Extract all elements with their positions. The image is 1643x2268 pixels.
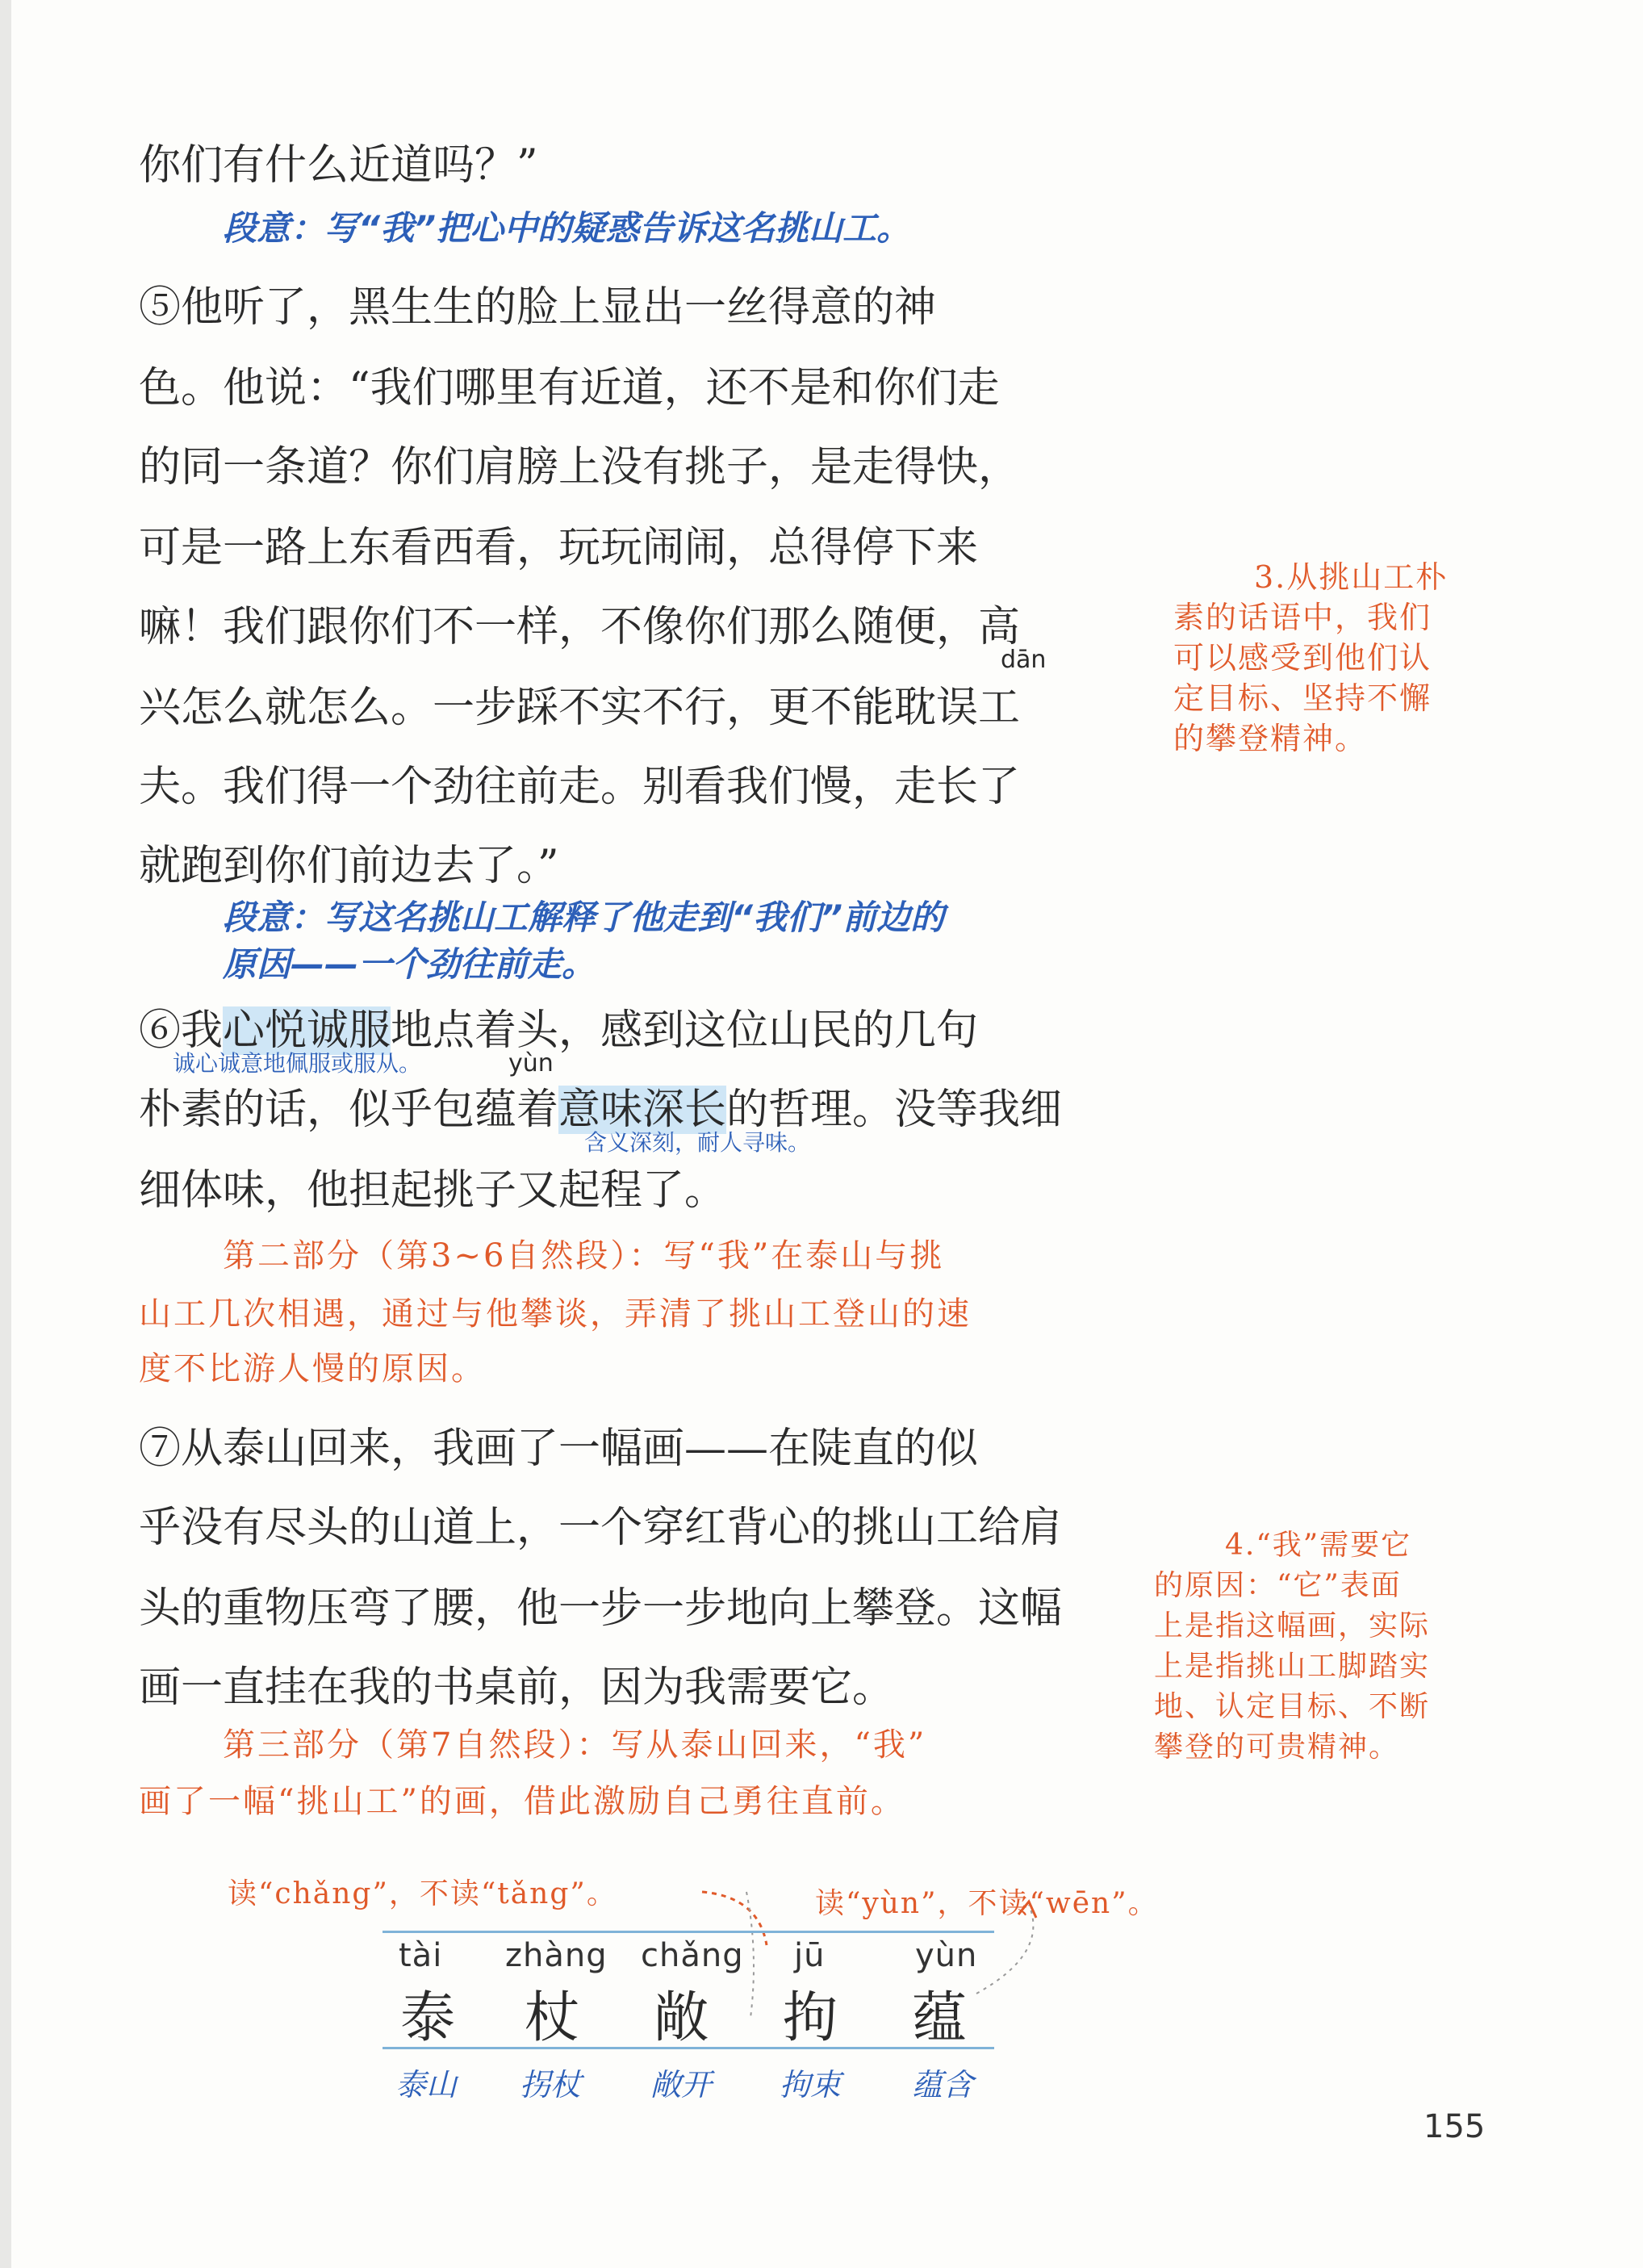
paragraph-7-line: ⑦从泰山回来，我画了一幅画——在陡直的似 xyxy=(139,1425,979,1473)
gloss-yiweishenchang: 含义深刻，耐人寻味。 xyxy=(584,1129,811,1156)
vocab-note-chang: 读“chǎng”，不读“tǎng”。 xyxy=(228,1877,617,1910)
vocab-pinyin: yùn xyxy=(915,1937,978,1974)
gloss-xinyuechengfu: 诚心诚意地佩服或服从。 xyxy=(173,1050,422,1077)
paragraph-5-line: 色。他说：“我们哪里有近道，还不是和你们走 xyxy=(139,364,1000,412)
vocab-pinyin: tài xyxy=(399,1937,443,1974)
side-note-4: 4.“我”需要它 的原因：“它”表面 上是指这幅画，实际 上是指挑山工脚踏实 地、认定目标、不断 攀登的可贵精神。 xyxy=(1154,1529,1431,1764)
highlight-xinyuechengfu: 心悦诚服 xyxy=(223,1006,391,1055)
vocab-word: 拘束 xyxy=(780,2067,842,2103)
paragraph-7-line: 乎没有尽头的山道上，一个穿红背心的挑山工给肩 xyxy=(139,1504,1063,1552)
part-3-summary-line: 第三部分（第7自然段）：写从泰山回来，“我” xyxy=(223,1726,927,1764)
paragraph-6-line-3: 细体味，他担起挑子又起程了。 xyxy=(139,1166,727,1215)
paragraph-4-note: 段意：写“我”把心中的疑惑告诉这名挑山工。 xyxy=(223,208,911,248)
page-number: 155 xyxy=(1424,2108,1486,2145)
vocab-pinyin: chǎng xyxy=(641,1937,744,1974)
vocab-top-rule xyxy=(383,1931,994,1933)
vocab-word: 蕴含 xyxy=(912,2067,974,2103)
paragraph-5-line: 的同一条道？你们肩膀上没有挑子，是走得快， xyxy=(139,443,1021,492)
vocab-character: 拘 xyxy=(783,1986,838,2050)
vocab-character: 杖 xyxy=(525,1986,580,2050)
vocab-character: 敞 xyxy=(654,1986,709,2050)
vocab-word: 拐杖 xyxy=(520,2067,582,2103)
paragraph-7-line: 头的重物压弯了腰，他一步一步地向上攀登。这幅 xyxy=(139,1584,1063,1633)
paragraph-5-note: 原因——一个劲往前走。 xyxy=(223,944,596,984)
highlight-yiweishenchang: 意味深长 xyxy=(558,1086,727,1134)
pinyin-dan: dān xyxy=(1001,646,1047,674)
vocab-word: 泰山 xyxy=(395,2067,458,2103)
paragraph-5-line: 就跑到你们前边去了。” xyxy=(139,842,559,890)
paragraph-5-note: 段意：写这名挑山工解释了他走到“我们”前边的 xyxy=(223,898,945,937)
paragraph-5-line: 可是一路上东看西看，玩玩闹闹，总得停下来 xyxy=(139,524,979,572)
paragraph-6-line-1: ⑥我心悦诚服地点着头，感到这位山民的几句 xyxy=(139,1006,979,1055)
vocab-character: 泰 xyxy=(400,1986,456,2050)
part-2-summary-line: 第二部分（第3~6自然段）：写“我”在泰山与挑 xyxy=(223,1237,945,1274)
vocab-pinyin: jū xyxy=(794,1937,826,1974)
part-3-summary-line: 画了一幅“挑山工”的画，借此激励自己勇往直前。 xyxy=(139,1783,905,1820)
pinyin-yun: yùn xyxy=(508,1049,554,1078)
paragraph-4-tail: 你们有什么近道吗？” xyxy=(139,141,538,190)
side-note-3: 3.从挑山工朴 素的话语中，我们 可以感受到他们认 定目标、坚持不懈 的攀登精神。 xyxy=(1173,559,1449,756)
part-2-summary-line: 度不比游人慢的原因。 xyxy=(139,1350,486,1387)
paragraph-7-line: 画一直挂在我的书桌前，因为我需要它。 xyxy=(139,1663,895,1712)
paragraph-6-line-2: 朴素的话，似乎包蕴着意味深长的哲理。没等我细 xyxy=(139,1086,1063,1134)
part-2-summary-line: 山工几次相遇，通过与他攀谈，弄清了挑山工登山的速 xyxy=(139,1295,972,1333)
paragraph-5-line: 夫。我们得一个劲往前走。别看我们慢，走长了 xyxy=(139,763,1021,811)
vocab-character: 蕴 xyxy=(912,1986,968,2050)
paragraph-5-line: 兴怎么就怎么。一步踩不实不行，更不能耽误工 xyxy=(139,684,1021,732)
paragraph-5-line: ⑤他听了，黑生生的脸上显出一丝得意的神 xyxy=(139,283,937,332)
vocab-note-yun: 读“yùn”，不读“wēn”。 xyxy=(815,1887,1159,1920)
vocab-pinyin: zhàng xyxy=(505,1937,608,1974)
vocab-word: 敞开 xyxy=(650,2067,713,2103)
paragraph-5-line: 嘛！我们跟你们不一样，不像你们那么随便，高 xyxy=(139,603,1021,651)
